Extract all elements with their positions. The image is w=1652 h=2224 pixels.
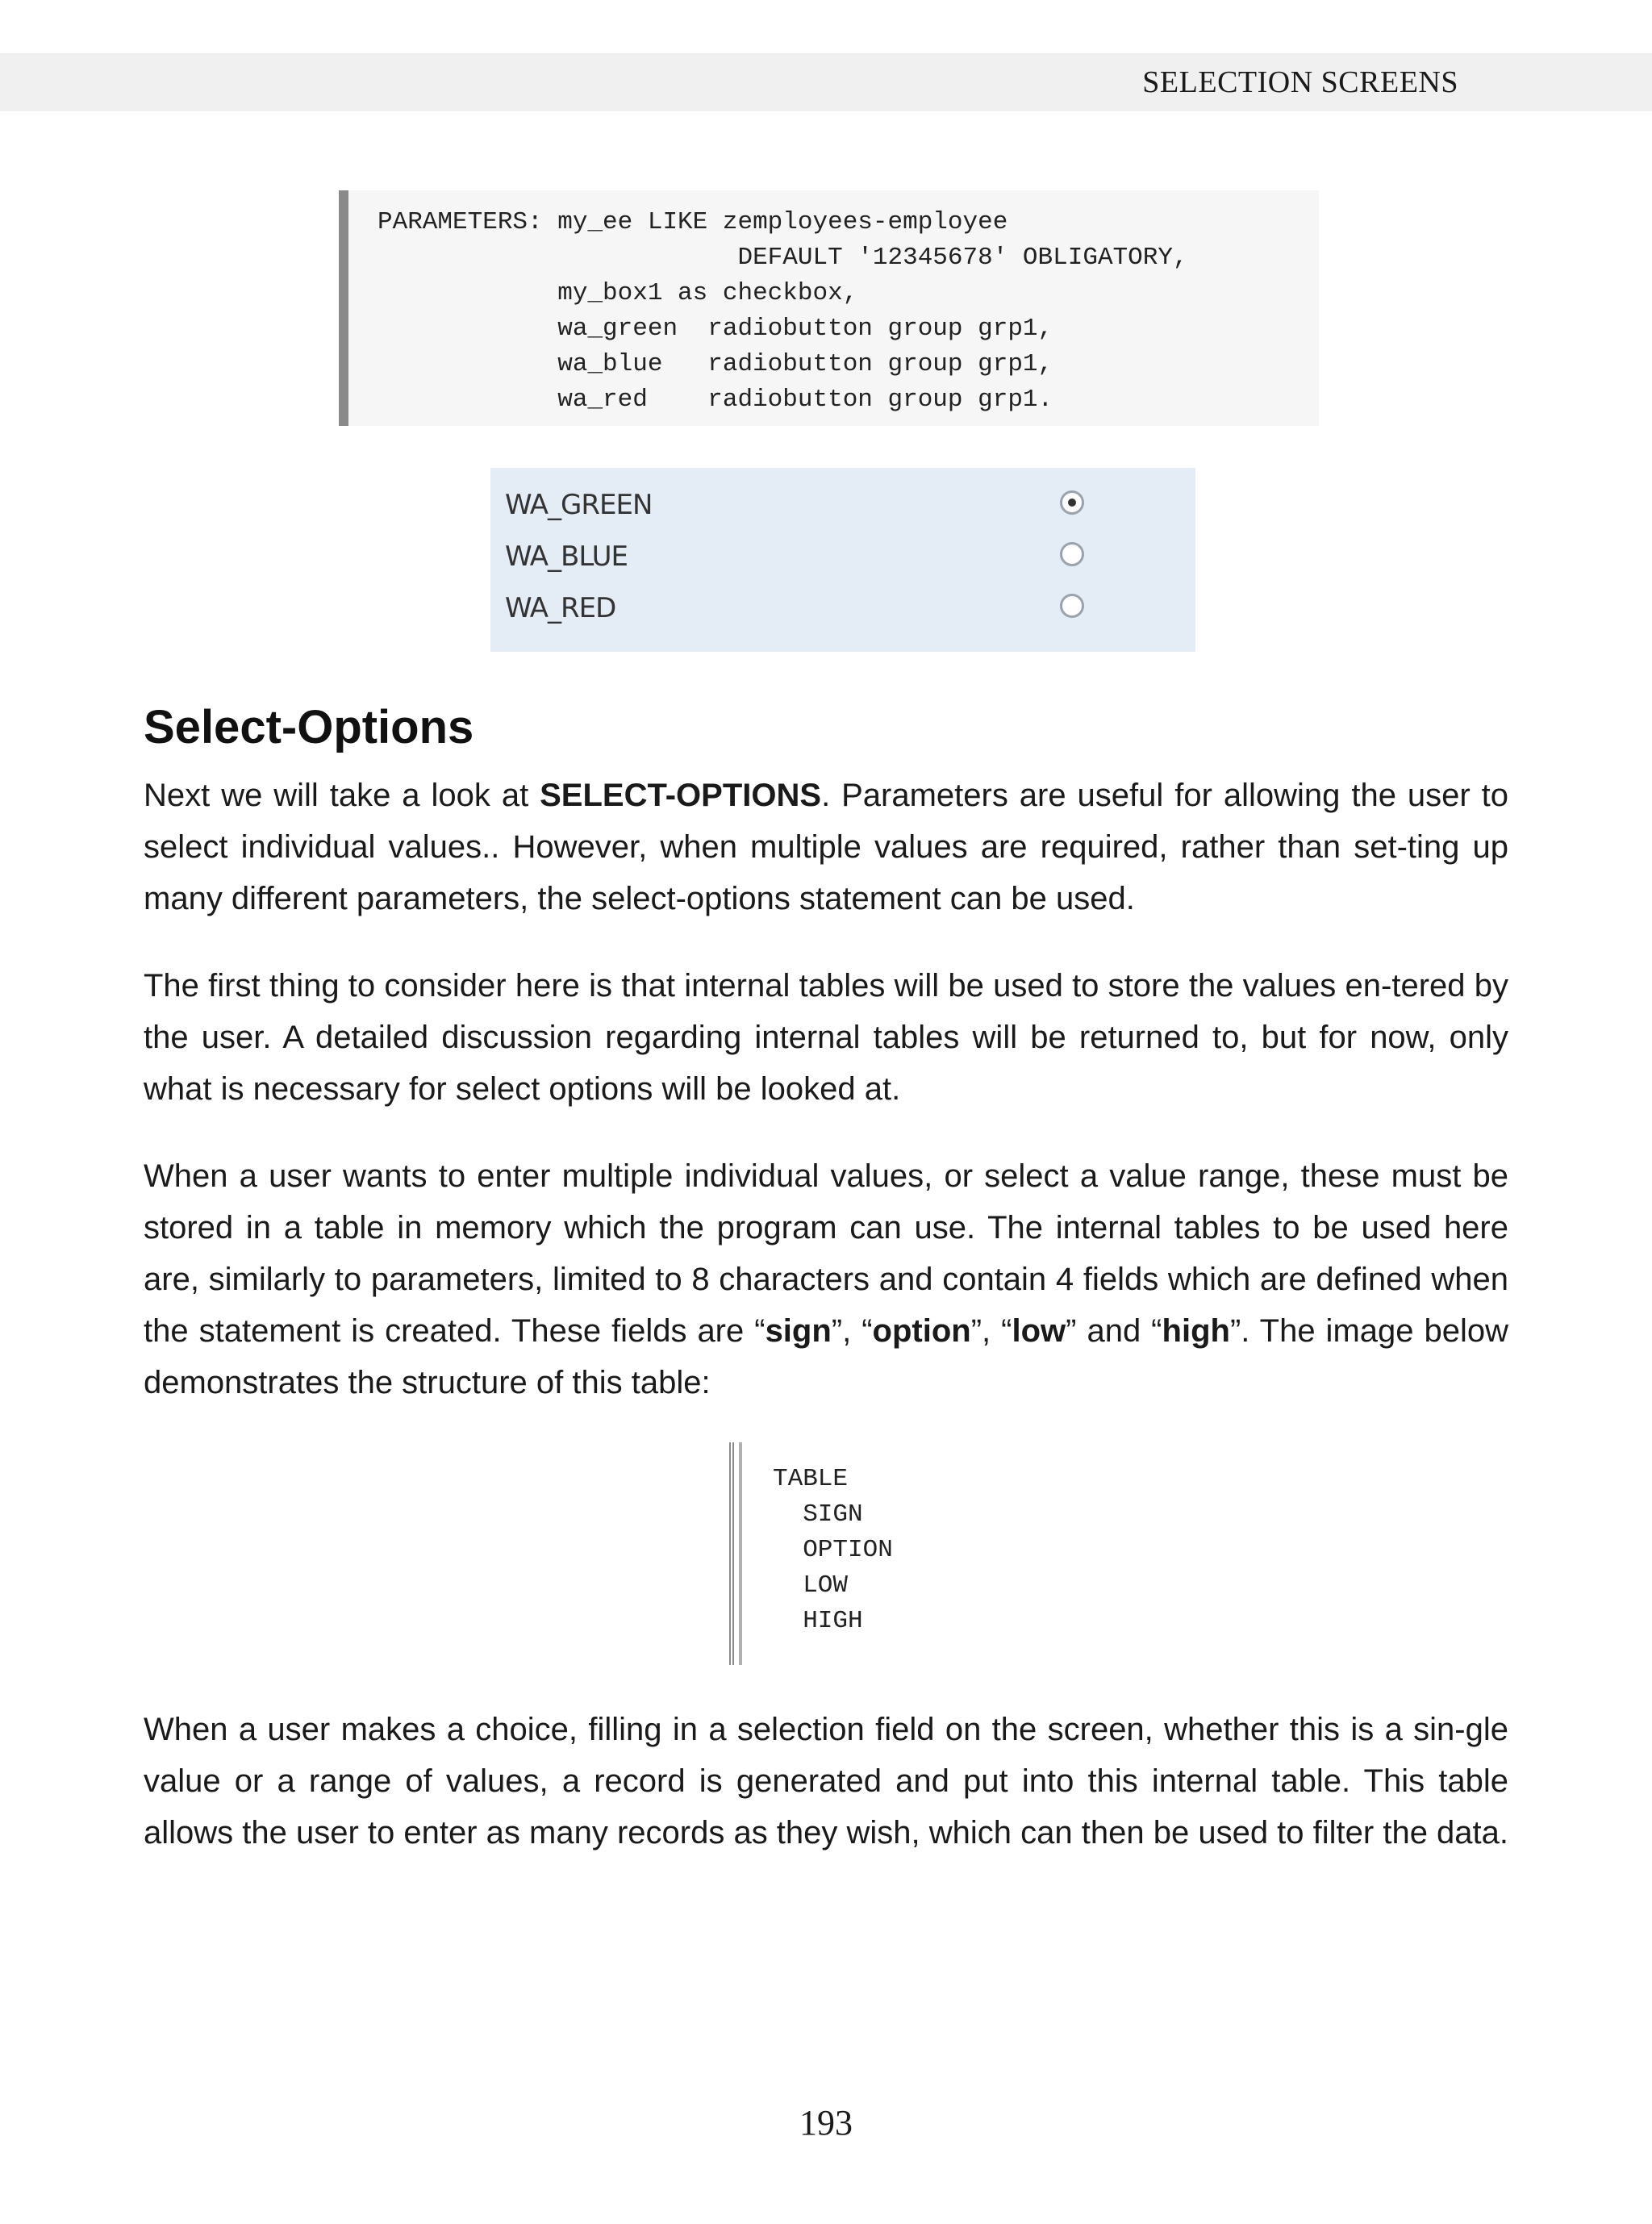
page-number: 193 — [799, 2103, 853, 2143]
paragraph-3: When a user wants to enter multiple individual values, or select a value range, these must be stored in a table in memory which the program can use. The internal tables to be used here are, similarly to parameters, limited to 8 characters and contain 4 fields which are defined when the statement is created. These fields are “sign”, “option”, “low” and “high”. The image below demonstrates the structure of this table: — [144, 1158, 1509, 1400]
radio-label: WA_BLUE — [505, 540, 628, 573]
radio-option-green — [490, 481, 1195, 532]
radio-label: WA_GREEN — [505, 489, 653, 521]
radio-selected-icon — [1060, 490, 1084, 515]
parameters-code: PARAMETERS: my_ee LIKE zemployees-employee DEFAULT '12345678' OBLIGATORY, my_box1 as checkbox, wa_green radiobutton group grp1, wa_blue radiobutton group grp1, wa_red radiobutton group grp1. — [378, 208, 1188, 414]
radio-unselected-icon — [1060, 594, 1084, 618]
paragraph-4: When a user makes a choice, filling in a selection field on the screen, whether this is a sin-gle value or a range of values, a record is generated and put into this internal table. This table allows the user to enter as many records as they wish, which can then be used to filter the data. — [144, 1712, 1509, 1851]
parameters-code-screenshot — [339, 190, 1319, 426]
table-structure-code: TABLE SIGN OPTION LOW HIGH — [773, 1465, 893, 1635]
paragraph-2: The first thing to consider here is that internal tables will be used to store the values en-tered by the user. A detailed discussion regarding internal tables will be returned to, but for now, only what is necessary for select options will be looked at. — [144, 968, 1508, 1107]
select-options-keyword: SELECT-OPTIONS — [540, 778, 822, 813]
running-header-title: SELECTION SCREENS — [1142, 65, 1458, 99]
table-structure-screenshot — [729, 1442, 939, 1665]
section-heading: Select-Options — [144, 701, 474, 753]
radio-button-panel-screenshot — [490, 468, 1195, 652]
radio-unselected-icon — [1060, 542, 1084, 566]
radio-label: WA_RED — [505, 592, 616, 624]
paragraph-1: Next we will take a look at SELECT-OPTIONS. Parameters are useful for allowing the user to select individual values.. However, when multiple values are required, rather than set-ting up many different parameters, the select-options statement can be used. — [144, 778, 1509, 916]
radio-option-red — [490, 584, 1195, 636]
radio-option-blue — [490, 532, 1195, 584]
